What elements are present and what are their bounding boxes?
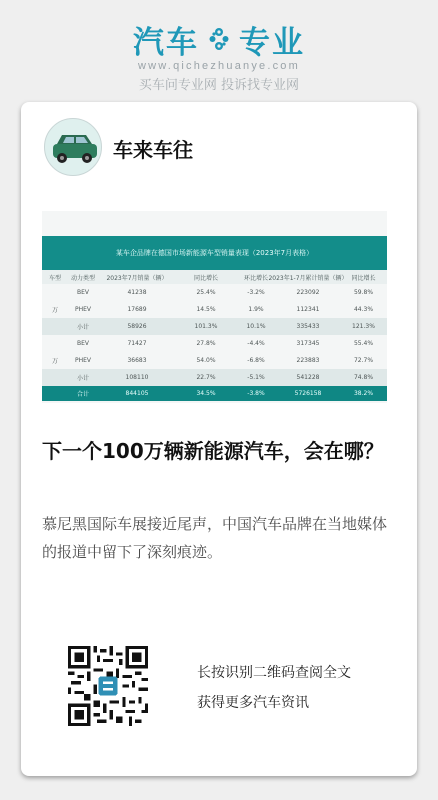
table-cell: -3.2% [247, 289, 265, 296]
author-avatar[interactable] [44, 118, 102, 176]
table-cell: 22.7% [196, 374, 216, 381]
gear-icon [205, 25, 233, 53]
brand-slogan: 买车问专业网 投诉找专业网 [138, 78, 300, 93]
table-cell: -6.8% [247, 357, 265, 364]
table-cell: 小计 [76, 375, 89, 382]
table-total-cell: 5726158 [294, 390, 322, 397]
table-cell: 71427 [127, 340, 147, 347]
table-title: 某车企品牌在德国市场新能源车型销量表现（2023年7月表格） [42, 236, 387, 270]
cover-image[interactable] [42, 211, 387, 403]
table-cell: 223883 [296, 357, 320, 364]
table-header-cell: 2023年7月销量（辆） [106, 274, 168, 282]
table-cell: PHEV [74, 357, 92, 364]
table-cell [42, 318, 68, 335]
table-cell: 112341 [296, 306, 320, 313]
brand-logo [0, 18, 438, 60]
table-cell: 121.3% [352, 323, 375, 330]
table-cell: 17689 [127, 306, 147, 313]
table-cell: 101.3% [194, 323, 218, 330]
table-cell: 541228 [296, 374, 320, 381]
table-header-cell: 动力类型 [70, 274, 95, 282]
qr-line-1: 长按识别二维码查阅全文 [197, 665, 351, 681]
table-row [42, 284, 387, 301]
table-header [42, 270, 387, 284]
table-header-cell: 同比增长 [351, 274, 376, 282]
table-cell: 58926 [127, 323, 147, 330]
brand-header [0, 18, 438, 93]
brand-name-left: 汽车 [133, 24, 199, 61]
table-cell: PHEV [74, 306, 92, 313]
table-total-cell: 844105 [125, 390, 149, 397]
table-cell: BEV [76, 289, 89, 296]
brand-name-right: 专业 [239, 24, 305, 61]
table-cell: 317345 [296, 340, 320, 347]
table-header-cell: 同比增长 [193, 274, 218, 282]
table-cell: 36683 [127, 357, 147, 364]
article-summary: 慕尼黑国际车展接近尾声，中国汽车品牌在当地媒体的报道中留下了深刻痕迹。 [42, 515, 388, 561]
table-header-cell: 车型 [48, 274, 61, 282]
table-cell: 335433 [296, 323, 320, 330]
table-row [42, 318, 387, 335]
table-total-cell: 34.5% [196, 390, 216, 397]
table-cell: -5.1% [247, 374, 265, 381]
table-cell: 108110 [125, 374, 149, 381]
table-cell [42, 335, 68, 352]
table-cell: 55.4% [353, 340, 374, 347]
table-total-cell [42, 386, 68, 401]
table-cell: 小计 [76, 324, 89, 331]
table-cell: 27.8% [196, 340, 216, 347]
table-row [42, 352, 387, 369]
table-total-cell: -3.8% [247, 390, 265, 397]
table-cell [42, 369, 68, 386]
table-row [42, 335, 387, 352]
article-card[interactable] [21, 102, 417, 776]
table-cell: 59.8% [353, 289, 374, 296]
car-avatar-icon [45, 119, 103, 177]
table-cell: 万 [51, 307, 58, 314]
table-cell: 223092 [296, 289, 320, 296]
brand-url[interactable]: www.qichezhuanye.com [137, 60, 300, 72]
qr-code-icon[interactable] [68, 646, 148, 726]
table-total-row [42, 386, 387, 401]
table-row [42, 369, 387, 386]
table-row [42, 301, 387, 318]
qr-instructions [197, 658, 351, 718]
table-cell [42, 284, 68, 301]
table-total-cell: 合计 [76, 391, 89, 398]
table-cell: -4.4% [247, 340, 265, 347]
table-cell: 44.3% [353, 306, 374, 313]
qr-line-2: 获得更多汽车资讯 [197, 695, 309, 711]
table-cell: 74.8% [353, 374, 374, 381]
table-cell: 14.5% [196, 306, 216, 313]
table-cell: 25.4% [196, 289, 216, 296]
table-cell: 72.7% [353, 357, 374, 364]
table-cell: 1.9% [248, 306, 264, 313]
author-name[interactable]: 车来车往 [113, 138, 193, 162]
table-total-cell: 38.2% [353, 390, 374, 397]
table-cell: 10.1% [246, 323, 266, 330]
table-header-cell: 2023年1-7月累计销量（辆） [268, 274, 348, 282]
table-cell: 41238 [127, 289, 147, 296]
table-header-cell: 环比增长 [243, 274, 268, 282]
table-cell: 54.0% [196, 357, 216, 364]
table-cell: BEV [76, 340, 89, 347]
article-headline[interactable]: 下一个100万辆新能源汽车，会在哪？ [42, 439, 384, 463]
table-cell: 万 [51, 358, 58, 365]
